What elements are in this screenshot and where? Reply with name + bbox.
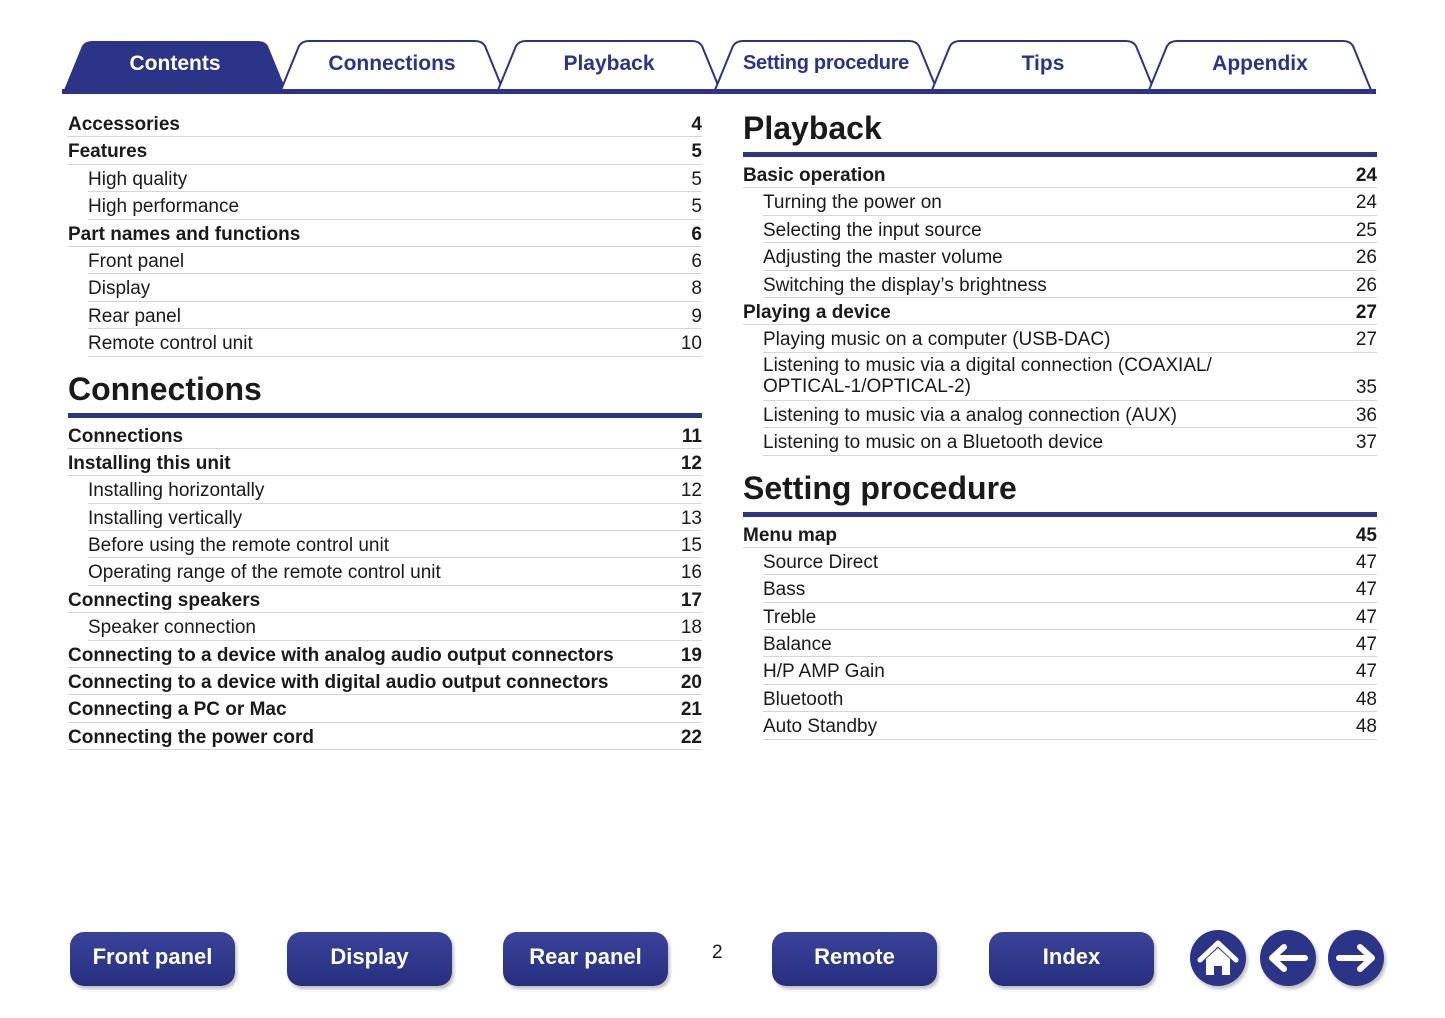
toc-entry-page: 12 <box>680 452 702 474</box>
toc-entry[interactable] <box>88 165 702 192</box>
toc-entry[interactable] <box>68 422 702 449</box>
toc-entry-page: 26 <box>1355 274 1377 296</box>
toc-entry-page: 27 <box>1355 301 1377 323</box>
toc-entry-page: 9 <box>691 305 702 327</box>
toc-entry-title: Rear panel <box>88 305 181 327</box>
toc-entry[interactable] <box>743 298 1377 325</box>
tab-label: Setting procedure <box>742 52 910 74</box>
toc-entry[interactable] <box>763 685 1377 712</box>
section-rule <box>743 152 1377 157</box>
index-button[interactable]: Index <box>989 932 1154 986</box>
toc-entry-title: Connecting speakers <box>68 589 261 611</box>
toc-entry[interactable] <box>68 220 702 247</box>
toc-playback-list <box>743 161 1377 456</box>
toc-entry-page: 5 <box>691 168 702 190</box>
tab-setting-procedure[interactable] <box>713 40 939 90</box>
toc-entry-title: Installing this unit <box>68 452 231 474</box>
toc-entry-page: 26 <box>1355 247 1377 269</box>
toc-entry-title: Adjusting the master volume <box>763 247 1003 269</box>
section-rule <box>743 512 1377 517</box>
tab-label: Tips <box>1021 52 1065 75</box>
toc-entry-page: 24 <box>1355 165 1377 186</box>
toc-entry-page: 47 <box>1355 661 1377 683</box>
toc-entry-page: 17 <box>680 589 702 611</box>
toc-entry-page: 16 <box>680 562 702 584</box>
toc-entry-title: H/P AMP Gain <box>763 661 885 683</box>
toc-entry-title: Connections <box>68 425 184 447</box>
toc-entry-title: Bluetooth <box>763 688 844 710</box>
toc-entry-title: Auto Standby <box>763 716 878 738</box>
toc-entry[interactable] <box>88 531 702 558</box>
toc-entry[interactable] <box>763 548 1377 575</box>
tab-appendix[interactable] <box>1147 40 1373 90</box>
toc-entry[interactable] <box>763 216 1377 243</box>
toc-entry-title: Source Direct <box>763 551 879 573</box>
tab-tips[interactable] <box>930 40 1156 90</box>
forward-arrow-icon <box>1328 930 1384 986</box>
toc-entry-page: 24 <box>1355 192 1377 214</box>
toc-entry-page: 35 <box>1355 376 1377 398</box>
toc-entry[interactable] <box>68 641 702 668</box>
toc-right-column <box>743 108 1377 740</box>
toc-entry-page: 19 <box>680 644 702 666</box>
toc-entry-title: High performance <box>88 196 240 218</box>
tab-label: Appendix <box>1212 52 1308 75</box>
toc-entry[interactable] <box>763 243 1377 270</box>
toc-entry-page: 47 <box>1355 551 1377 573</box>
toc-entry-title: Part names and functions <box>68 223 301 245</box>
forward-button[interactable] <box>1328 930 1384 986</box>
toc-entry-title: Listening to music via a digital connection (COAXIAL/ OPTICAL-1/OPTICAL-2) <box>763 354 1212 397</box>
toc-entry-page: 47 <box>1355 579 1377 601</box>
toc-entry-page: 13 <box>680 507 702 529</box>
toc-entry[interactable] <box>763 630 1377 657</box>
toc-entry-title: Speaker connection <box>88 617 256 639</box>
toc-entry-title: Remote control unit <box>88 333 253 355</box>
toc-entry-page: 11 <box>681 425 702 447</box>
toc-entry-title: High quality <box>88 168 188 190</box>
section-title-connections: Connections <box>68 370 262 407</box>
toc-connections-list <box>68 422 702 751</box>
toc-entry-title: Before using the remote control unit <box>88 535 390 557</box>
toc-entry[interactable] <box>68 695 702 722</box>
toc-entry-title: Listening to music on a Bluetooth device <box>763 432 1104 454</box>
section-title-setting-procedure: Setting procedure <box>743 469 1017 506</box>
toc-entry-page: 45 <box>1355 524 1377 546</box>
toc-entry-title: Menu map <box>743 524 837 546</box>
toc-entry-title: Connecting a PC or Mac <box>68 699 287 721</box>
toc-entry-page: 5 <box>691 196 702 218</box>
toc-entry-title: Treble <box>763 606 817 628</box>
tab-connections[interactable] <box>279 40 505 90</box>
section-rule <box>68 413 702 418</box>
toc-entry-title: Display <box>88 278 151 300</box>
toc-entry[interactable] <box>88 558 702 585</box>
toc-entry-title: Bass <box>763 579 806 601</box>
toc-entry[interactable] <box>763 575 1377 602</box>
toc-entry-title: Playing music on a computer (USB-DAC) <box>763 329 1111 351</box>
toc-entry-page: 37 <box>1355 432 1377 454</box>
toc-entry-title: Connecting to a device with analog audio output connectors <box>68 644 614 666</box>
toc-entry-title: Connecting the power cord <box>68 726 314 748</box>
toc-left-column <box>68 110 702 750</box>
toc-entry-title: Operating range of the remote control unit <box>88 562 441 584</box>
toc-entry[interactable] <box>68 449 702 476</box>
tab-label: Contents <box>129 52 221 75</box>
home-icon <box>1190 930 1246 986</box>
toc-entry[interactable] <box>68 723 702 750</box>
toc-entry-title: Front panel <box>88 250 185 272</box>
toc-entry-page: 6 <box>691 223 702 245</box>
toc-entry-title: Basic operation <box>743 165 886 186</box>
toc-entry-page: 48 <box>1355 716 1377 738</box>
toc-entry[interactable] <box>743 521 1377 548</box>
back-button[interactable] <box>1260 930 1316 986</box>
toc-entry-title: Turning the power on <box>763 192 942 214</box>
tab-contents[interactable] <box>62 40 288 90</box>
toc-entry[interactable] <box>88 476 702 503</box>
toc-entry[interactable] <box>763 353 1377 401</box>
toc-entry-page: 21 <box>680 699 702 721</box>
toc-entry-page: 4 <box>691 114 702 135</box>
toc-entry[interactable] <box>88 329 702 356</box>
toc-setting-list <box>743 521 1377 740</box>
toc-entry[interactable] <box>763 188 1377 215</box>
rear-panel-button[interactable]: Rear panel <box>503 932 668 986</box>
toc-entry[interactable] <box>763 271 1377 298</box>
toc-entry-title: Listening to music via a analog connection (AUX) <box>763 404 1178 426</box>
toc-entry[interactable] <box>88 192 702 219</box>
toc-entry-title: Connecting to a device with digital audio output connectors <box>68 672 609 694</box>
toc-entry[interactable] <box>763 428 1377 455</box>
toc-entry-page: 15 <box>680 535 702 557</box>
tab-label: Connections <box>328 52 456 75</box>
toc-entry-page: 27 <box>1355 329 1377 351</box>
toc-entry[interactable] <box>68 137 702 164</box>
toc-entry-page: 36 <box>1355 404 1377 426</box>
toc-entry[interactable] <box>763 401 1377 428</box>
remote-button[interactable]: Remote <box>772 932 937 986</box>
toc-entry[interactable] <box>743 161 1377 188</box>
toc-entry[interactable] <box>88 613 702 640</box>
toc-entry[interactable] <box>88 302 702 329</box>
tab-playback[interactable] <box>496 40 722 90</box>
toc-entry-title: Switching the display’s brightness <box>763 274 1047 296</box>
toc-entry[interactable] <box>68 586 702 613</box>
toc-entry-title: Installing horizontally <box>88 480 265 502</box>
toc-entry[interactable] <box>68 668 702 695</box>
toc-entry-page: 12 <box>680 480 702 502</box>
tab-label: Playback <box>563 52 655 75</box>
toc-entry-page: 47 <box>1355 606 1377 628</box>
toc-entry[interactable] <box>763 712 1377 739</box>
front-panel-button[interactable]: Front panel <box>70 932 235 986</box>
toc-entry-page: 20 <box>680 672 702 694</box>
toc-entry-page: 22 <box>680 726 702 748</box>
toc-entry[interactable] <box>763 325 1377 352</box>
toc-entry-page: 10 <box>680 333 702 355</box>
toc-entry-title: Balance <box>763 634 832 656</box>
toc-entry[interactable] <box>763 603 1377 630</box>
toc-entry[interactable] <box>68 110 702 137</box>
toc-entry[interactable] <box>88 274 702 301</box>
toc-entry-page: 5 <box>691 141 702 163</box>
toc-entry-page: 18 <box>680 617 702 639</box>
toc-entry[interactable] <box>763 657 1377 684</box>
toc-entry-title: Playing a device <box>743 301 891 323</box>
display-button[interactable]: Display <box>287 932 452 986</box>
section-title-playback: Playback <box>743 110 882 146</box>
toc-entry-title: Features <box>68 141 148 163</box>
top-tab-bar <box>62 40 1376 94</box>
home-button[interactable] <box>1190 930 1246 986</box>
toc-entry-page: 48 <box>1355 688 1377 710</box>
toc-entry[interactable] <box>88 247 702 274</box>
toc-entry-title: Accessories <box>68 114 180 135</box>
toc-entry-page: 6 <box>691 250 702 272</box>
toc-entry-title: Installing vertically <box>88 507 243 529</box>
toc-entry[interactable] <box>88 504 702 531</box>
page-number: 2 <box>712 942 723 963</box>
toc-entry-page: 47 <box>1355 634 1377 656</box>
toc-entry-page: 8 <box>691 278 702 300</box>
back-arrow-icon <box>1260 930 1316 986</box>
tab-underline <box>62 89 1376 94</box>
toc-entry-page: 25 <box>1355 219 1377 241</box>
toc-entry-title: Selecting the input source <box>763 219 982 241</box>
toc-intro-list <box>68 110 702 357</box>
